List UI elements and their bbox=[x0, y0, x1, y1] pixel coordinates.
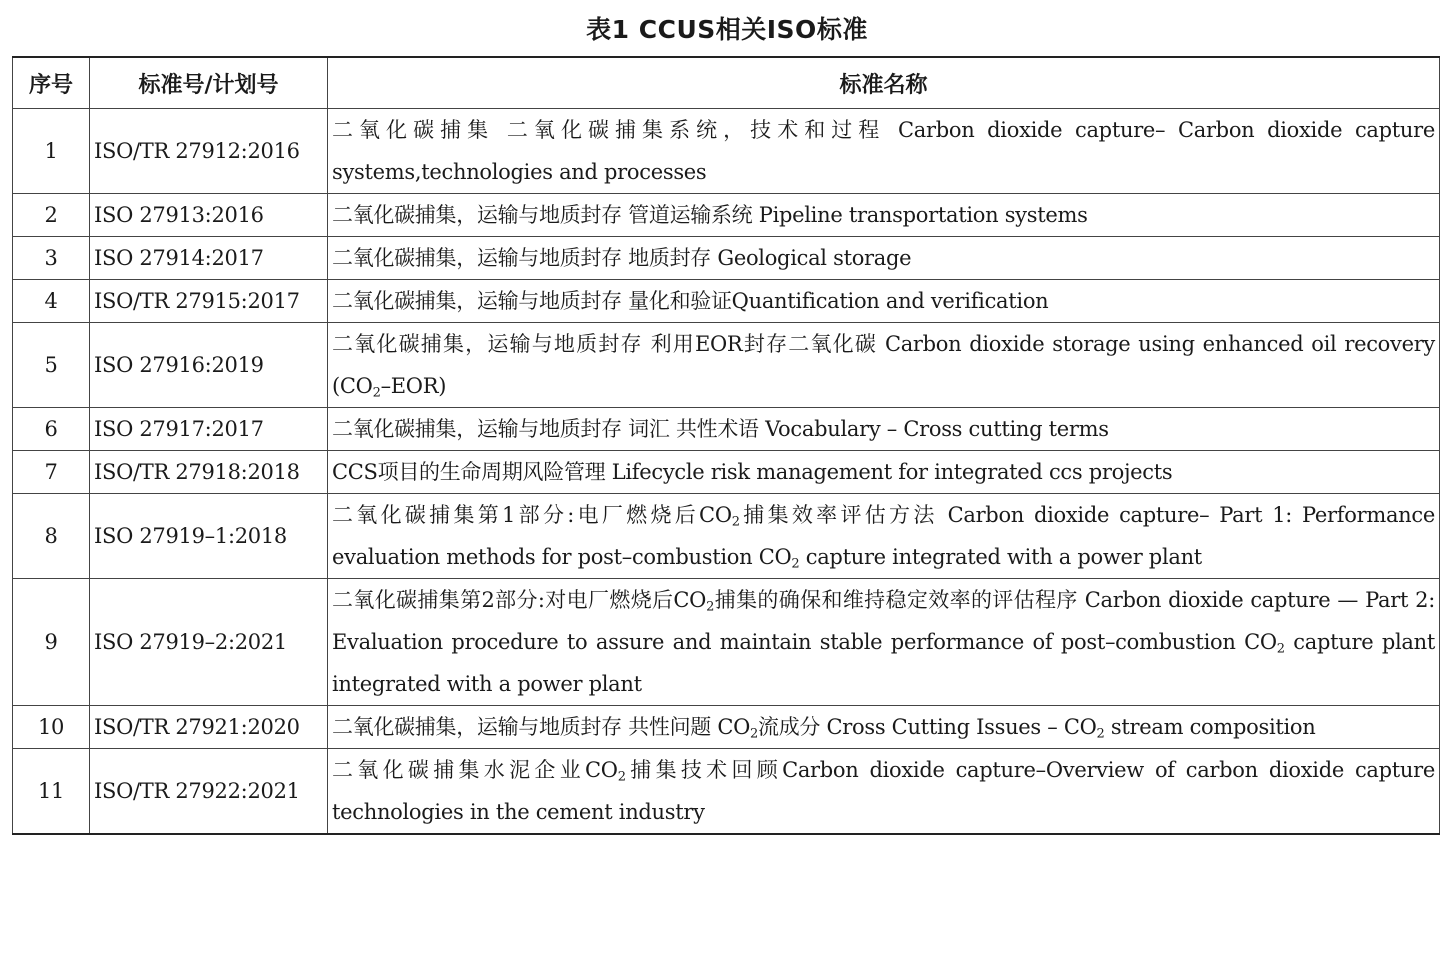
standard-number-cell: ISO 27919–1:2018 bbox=[90, 494, 328, 579]
standard-number-cell: ISO/TR 27915:2017 bbox=[90, 280, 328, 323]
serial-number-cell: 2 bbox=[13, 194, 90, 237]
serial-number-cell: 11 bbox=[13, 749, 90, 835]
standard-number-cell: ISO/TR 27918:2018 bbox=[90, 451, 328, 494]
table-row bbox=[13, 194, 1440, 237]
table-row bbox=[13, 579, 1440, 706]
standard-number-cell: ISO 27919–2:2021 bbox=[90, 579, 328, 706]
table-row bbox=[13, 706, 1440, 749]
table-row bbox=[13, 280, 1440, 323]
standard-number-cell: ISO/TR 27921:2020 bbox=[90, 706, 328, 749]
standard-name-cell: 二氧化碳捕集，运输与地质封存 共性问题 $CO_2$流成分 Cross Cutting Issues – $CO_2$ stream composition bbox=[328, 706, 1440, 749]
serial-number-cell: 6 bbox=[13, 408, 90, 451]
header-standard-number: 标准号/计划号 bbox=[90, 57, 328, 109]
header-serial-number: 序号 bbox=[13, 57, 90, 109]
serial-number-cell: 7 bbox=[13, 451, 90, 494]
standard-number-cell: ISO 27916:2019 bbox=[90, 323, 328, 408]
standard-name-cell: 二氧化碳捕集，运输与地质封存 量化和验证Quantification and verification bbox=[328, 280, 1440, 323]
standard-name-cell: 二氧化碳捕集，运输与地质封存 利用EOR封存二氧化碳 Carbon dioxide storage using enhanced oil recovery $(CO_2-EOR)$ bbox=[328, 323, 1440, 408]
standard-name-cell: 二氧化碳捕集，运输与地质封存 地质封存 Geological storage bbox=[328, 237, 1440, 280]
table-row bbox=[13, 749, 1440, 835]
serial-number-cell: 1 bbox=[13, 109, 90, 194]
header-standard-name: 标准名称 bbox=[328, 57, 1440, 109]
standard-number-cell: ISO 27914:2017 bbox=[90, 237, 328, 280]
standard-number-cell: ISO/TR 27912:2016 bbox=[90, 109, 328, 194]
serial-number-cell: 5 bbox=[13, 323, 90, 408]
standard-name-cell: 二氧化碳捕集，运输与地质封存 词汇 共性术语 Vocabulary – Cross cutting terms bbox=[328, 408, 1440, 451]
table-row bbox=[13, 323, 1440, 408]
standard-name-cell: 二氧化碳捕集 二氧化碳捕集系统，技术和过程 Carbon dioxide capture– Carbon dioxide capture systems,technologies and processes bbox=[328, 109, 1440, 194]
standard-name-cell: 二氧化碳捕集第2部分:对电厂燃烧后$CO_2$捕集的确保和维持稳定效率的评估程序 Carbon dioxide capture — Part 2: Evaluation procedure to assure and maintain stable performance of post–combustion $CO_2$ capture plant integrated with a power plant bbox=[328, 579, 1440, 706]
table-row bbox=[13, 494, 1440, 579]
standard-name-cell: 二氧化碳捕集水泥企业$CO_2$捕集技术回顾Carbon dioxide capture–Overview of carbon dioxide capture technologies in the cement industry bbox=[328, 749, 1440, 835]
serial-number-cell: 3 bbox=[13, 237, 90, 280]
header-row bbox=[13, 57, 1440, 109]
serial-number-cell: 9 bbox=[13, 579, 90, 706]
table-row bbox=[13, 408, 1440, 451]
standard-name-cell: CCS项目的生命周期风险管理 Lifecycle risk management for integrated ccs projects bbox=[328, 451, 1440, 494]
standard-number-cell: ISO 27913:2016 bbox=[90, 194, 328, 237]
standard-name-cell: 二氧化碳捕集，运输与地质封存 管道运输系统 Pipeline transportation systems bbox=[328, 194, 1440, 237]
table-row bbox=[13, 451, 1440, 494]
serial-number-cell: 10 bbox=[13, 706, 90, 749]
iso-standards-table bbox=[12, 56, 1440, 835]
standard-name-cell: 二氧化碳捕集第1部分:电厂燃烧后$CO_2$捕集效率评估方法 Carbon dioxide capture– Part 1: Performance evaluation methods for post–combustion $CO_2$ capture integrated with a power plant bbox=[328, 494, 1440, 579]
serial-number-cell: 4 bbox=[13, 280, 90, 323]
standard-number-cell: ISO/TR 27922:2021 bbox=[90, 749, 328, 835]
serial-number-cell: 8 bbox=[13, 494, 90, 579]
standard-number-cell: ISO 27917:2017 bbox=[90, 408, 328, 451]
table-row bbox=[13, 237, 1440, 280]
table-title: 表1 CCUS相关ISO标准 bbox=[586, 15, 868, 44]
table-row bbox=[13, 109, 1440, 194]
